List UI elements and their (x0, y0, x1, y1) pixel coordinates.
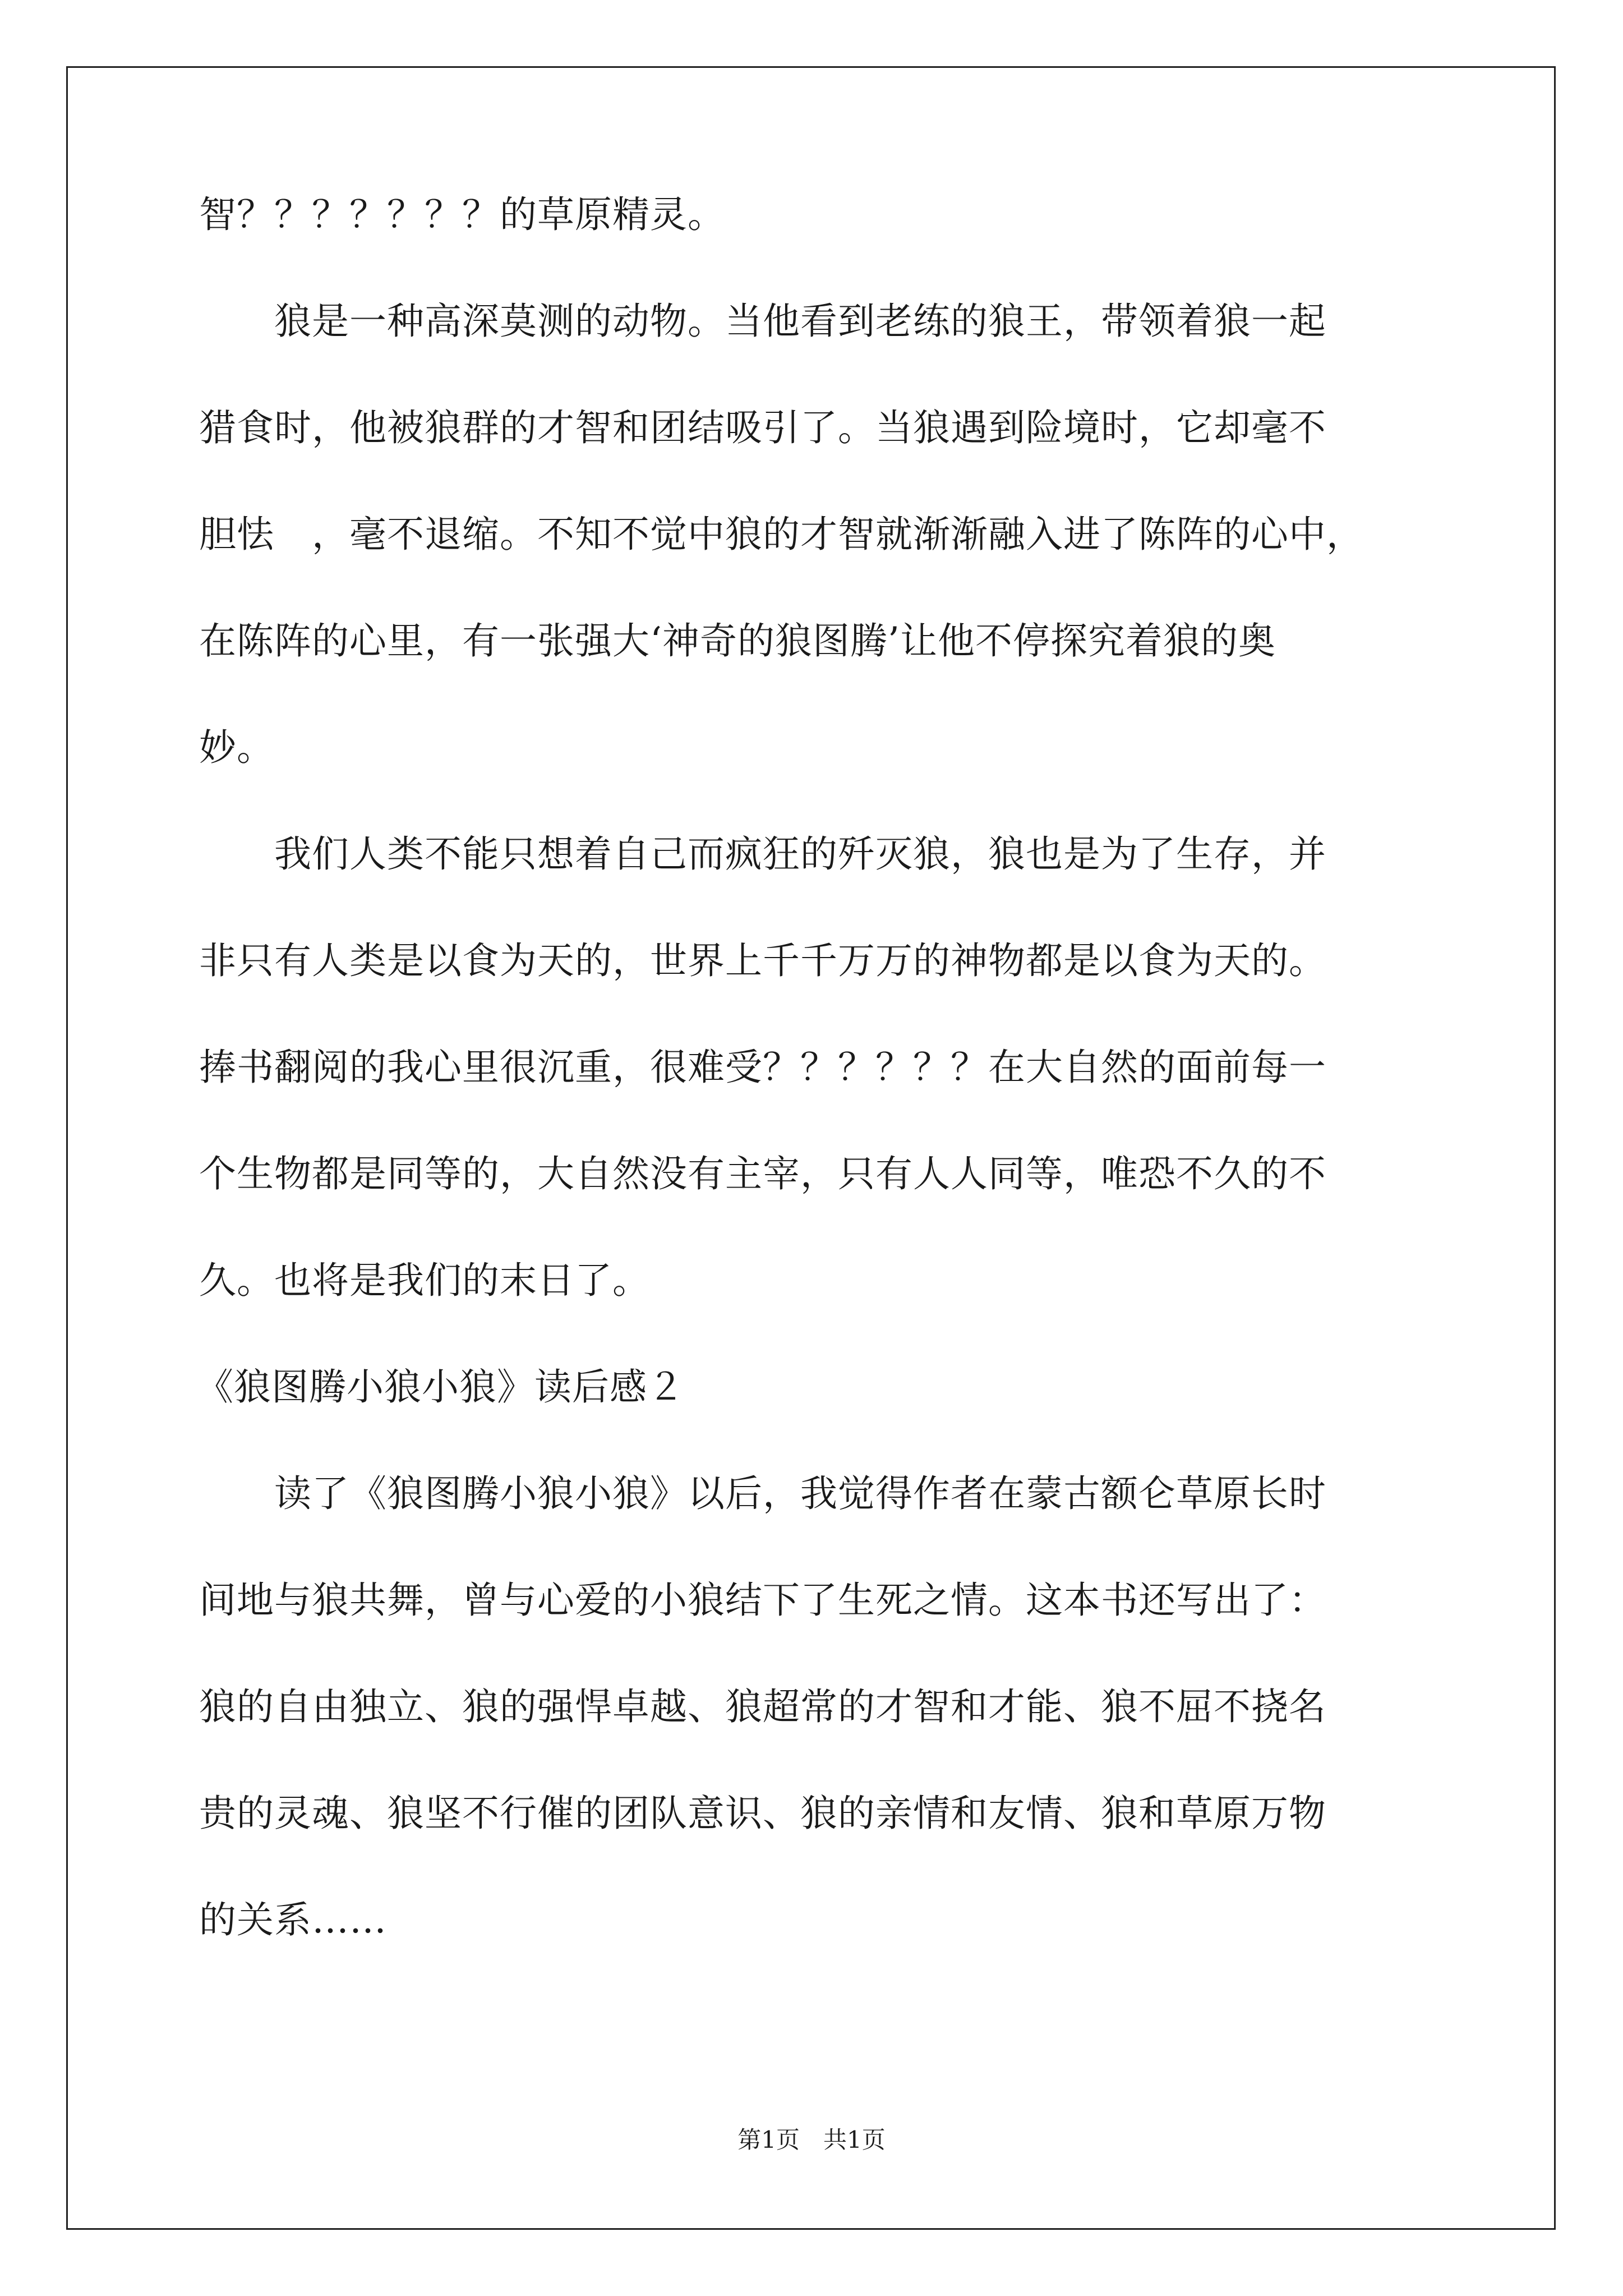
text-line: 在陈阵的心里，有一张强大‘神奇的狼图腾’让他不停探究着狼的奥 (199, 619, 1276, 662)
text-line: 贵的灵魂、狼坚不行催的团队意识、狼的亲情和友情、狼和草原万物 (199, 1792, 1326, 1835)
text-line: 间地与狼共舞，曾与心爱的小狼结下了生死之情。这本书还写出了： (199, 1579, 1326, 1622)
text-line: 我们人类不能只想着自己而疯狂的歼灭狼，狼也是为了生存，并 (199, 832, 1326, 876)
section-heading: 《狼图腾小狼小狼》读后感２ (196, 1365, 685, 1409)
text-line: 智？？？？？？？的草原精灵。 (199, 193, 725, 236)
page-number-footer: 第1页 共1页 (737, 2126, 886, 2154)
text-line: 狼是一种高深莫测的动物。当他看到老练的狼王，带领着狼一起 (199, 300, 1326, 343)
text-line: 的关系…… (199, 1898, 387, 1941)
text-line: 读了《狼图腾小狼小狼》以后，我觉得作者在蒙古额仑草原长时 (199, 1472, 1326, 1515)
text-line: 非只有人类是以食为天的，世界上千千万万的神物都是以食为天的。 (199, 939, 1326, 982)
text-line: 狼的自由独立、狼的强悍卓越、狼超常的才智和才能、狼不屈不挠名 (199, 1685, 1326, 1728)
text-line: 个生物都是同等的，大自然没有主宰，只有人人同等，唯恐不久的不 (199, 1152, 1326, 1195)
text-line: 猎食时，他被狼群的才智和团结吸引了。当狼遇到险境时，它却毫不 (199, 406, 1326, 449)
text-line: 久。也将是我们的末日了。 (199, 1259, 650, 1302)
text-line: 捧书翻阅的我心里很沉重，很难受？？？？？？在大自然的面前每一 (199, 1046, 1326, 1089)
text-line: 妙。 (199, 726, 274, 769)
text-line: 胆怯 ，毫不退缩。不知不觉中狼的才智就渐渐融入进了陈阵的心中， (199, 513, 1364, 556)
